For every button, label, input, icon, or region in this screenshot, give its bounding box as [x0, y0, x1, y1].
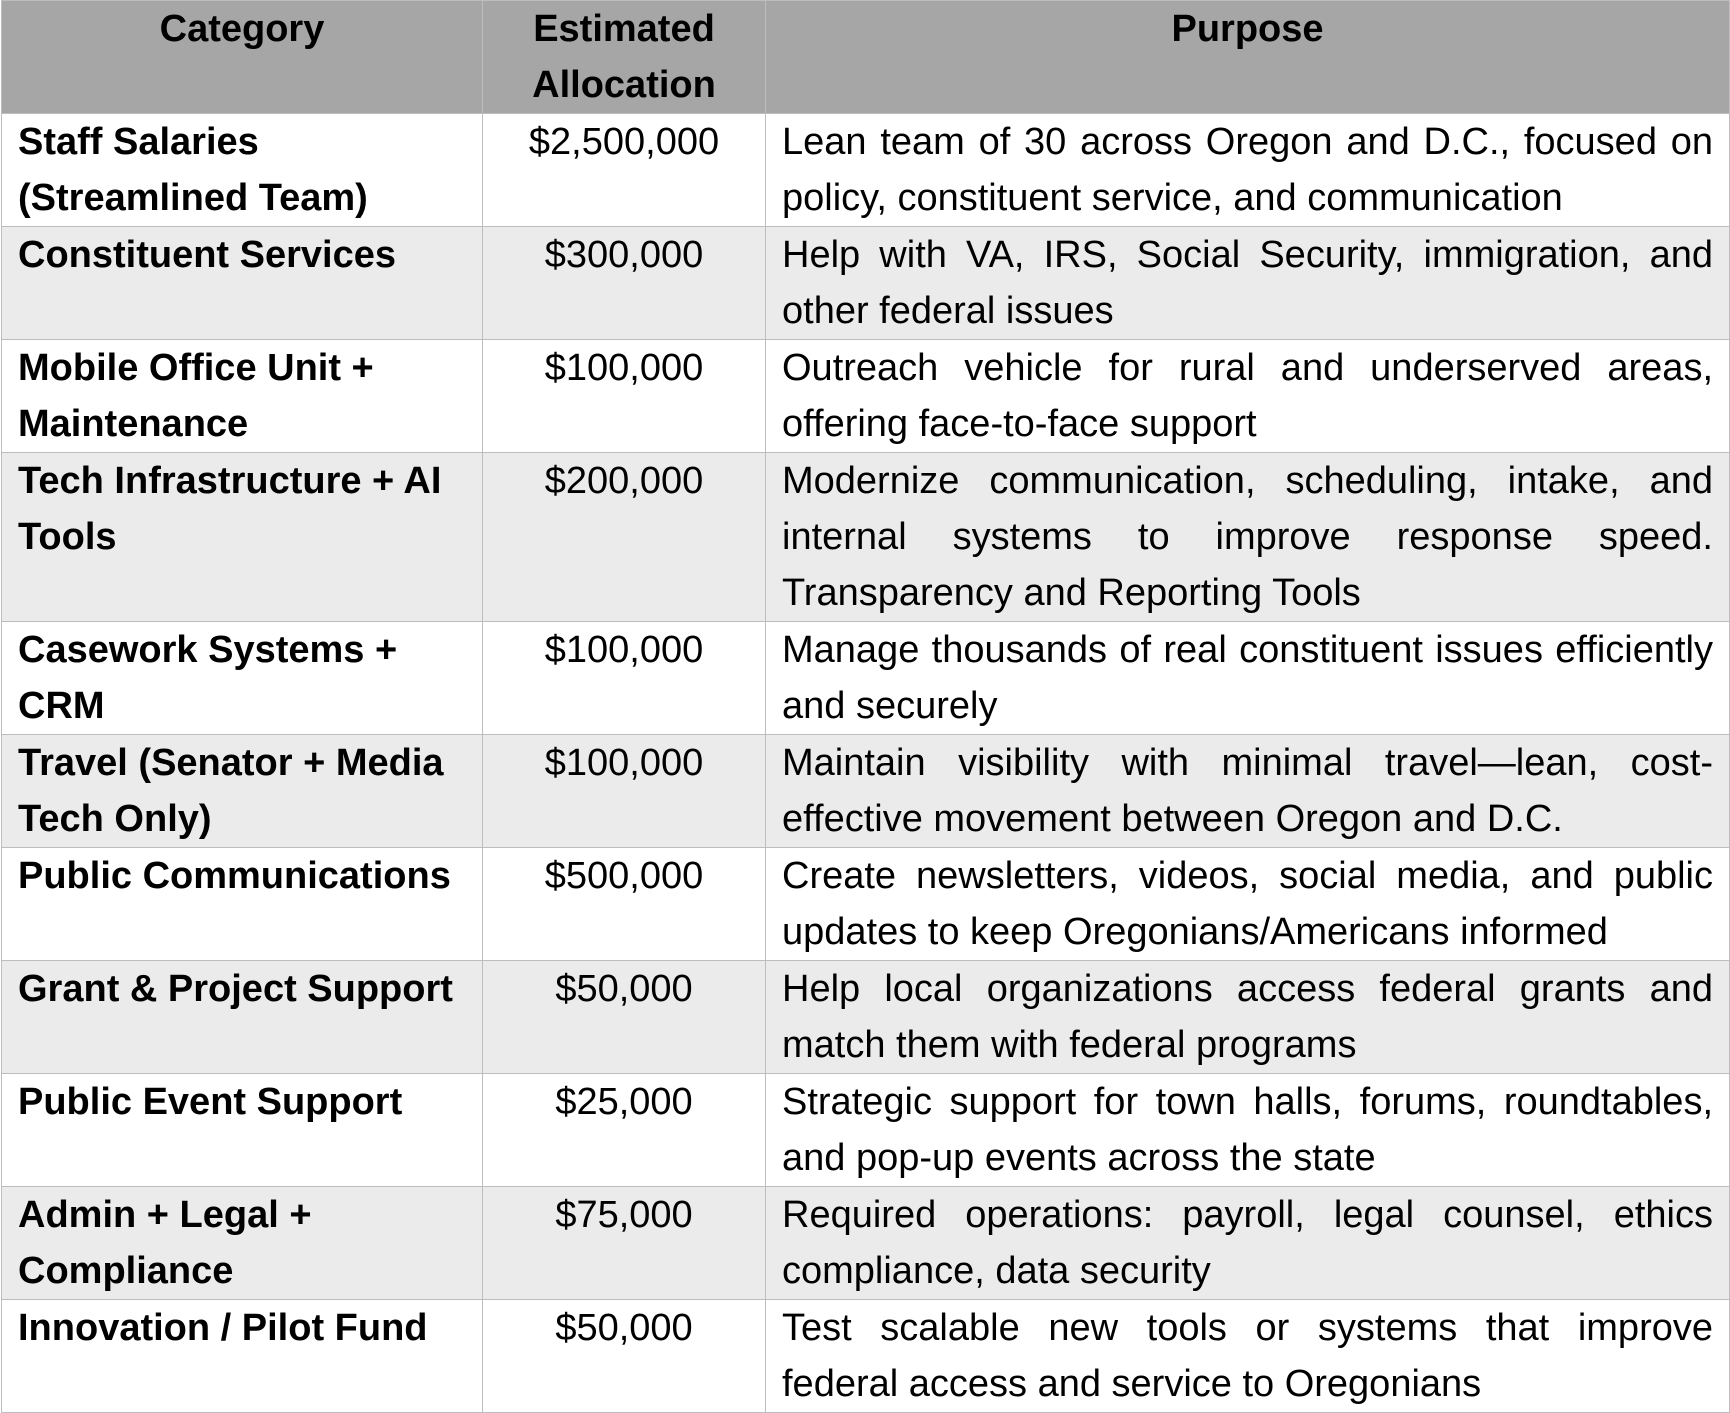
allocation-cell: $50,000	[483, 961, 766, 1074]
category-cell: Staff Salaries (Streamlined Team)	[2, 114, 483, 227]
category-cell: Public Communications	[2, 848, 483, 961]
category-cell: Innovation / Pilot Fund	[2, 1300, 483, 1413]
allocation-cell: $100,000	[483, 735, 766, 848]
table-row	[2, 340, 1730, 453]
category-cell: Public Event Support	[2, 1074, 483, 1187]
table-row	[2, 227, 1730, 340]
table-header-row	[2, 1, 1730, 114]
allocation-cell: $100,000	[483, 340, 766, 453]
allocation-cell: $500,000	[483, 848, 766, 961]
budget-table	[1, 0, 1730, 1413]
header-allocation: Estimated Allocation	[483, 1, 766, 114]
purpose-cell: Create newsletters, videos, social media, and public updates to keep Oregonians/Americans informed	[766, 848, 1730, 961]
allocation-cell: $100,000	[483, 622, 766, 735]
table-row	[2, 735, 1730, 848]
purpose-cell: Help local organizations access federal grants and match them with federal programs	[766, 961, 1730, 1074]
purpose-cell: Manage thousands of real constituent issues efficiently and securely	[766, 622, 1730, 735]
table-row	[2, 453, 1730, 622]
purpose-cell: Help with VA, IRS, Social Security, immigration, and other federal issues	[766, 227, 1730, 340]
header-category: Category	[2, 1, 483, 114]
category-cell: Tech Infrastructure + AI Tools	[2, 453, 483, 622]
allocation-cell: $200,000	[483, 453, 766, 622]
allocation-cell: $50,000	[483, 1300, 766, 1413]
table-row	[2, 622, 1730, 735]
table-row	[2, 114, 1730, 227]
table-row	[2, 1187, 1730, 1300]
category-cell: Mobile Office Unit + Maintenance	[2, 340, 483, 453]
purpose-cell: Outreach vehicle for rural and underserved areas, offering face-to-face support	[766, 340, 1730, 453]
purpose-cell: Lean team of 30 across Oregon and D.C., focused on policy, constituent service, and communication	[766, 114, 1730, 227]
purpose-cell: Maintain visibility with minimal travel—lean, cost-effective movement between Oregon and D.C.	[766, 735, 1730, 848]
allocation-cell: $25,000	[483, 1074, 766, 1187]
category-cell: Admin + Legal + Compliance	[2, 1187, 483, 1300]
table-row	[2, 961, 1730, 1074]
purpose-cell: Required operations: payroll, legal counsel, ethics compliance, data security	[766, 1187, 1730, 1300]
category-cell: Casework Systems + CRM	[2, 622, 483, 735]
category-cell: Constituent Services	[2, 227, 483, 340]
allocation-cell: $75,000	[483, 1187, 766, 1300]
table-row	[2, 1300, 1730, 1413]
purpose-cell: Strategic support for town halls, forums, roundtables, and pop-up events across the state	[766, 1074, 1730, 1187]
header-purpose: Purpose	[766, 1, 1730, 114]
purpose-cell: Test scalable new tools or systems that improve federal access and service to Oregonians	[766, 1300, 1730, 1413]
table-row	[2, 848, 1730, 961]
allocation-cell: $300,000	[483, 227, 766, 340]
category-cell: Travel (Senator + Media Tech Only)	[2, 735, 483, 848]
table-row	[2, 1074, 1730, 1187]
purpose-cell: Modernize communication, scheduling, intake, and internal systems to improve response speed. Transparency and Reporting Tools	[766, 453, 1730, 622]
category-cell: Grant & Project Support	[2, 961, 483, 1074]
allocation-cell: $2,500,000	[483, 114, 766, 227]
